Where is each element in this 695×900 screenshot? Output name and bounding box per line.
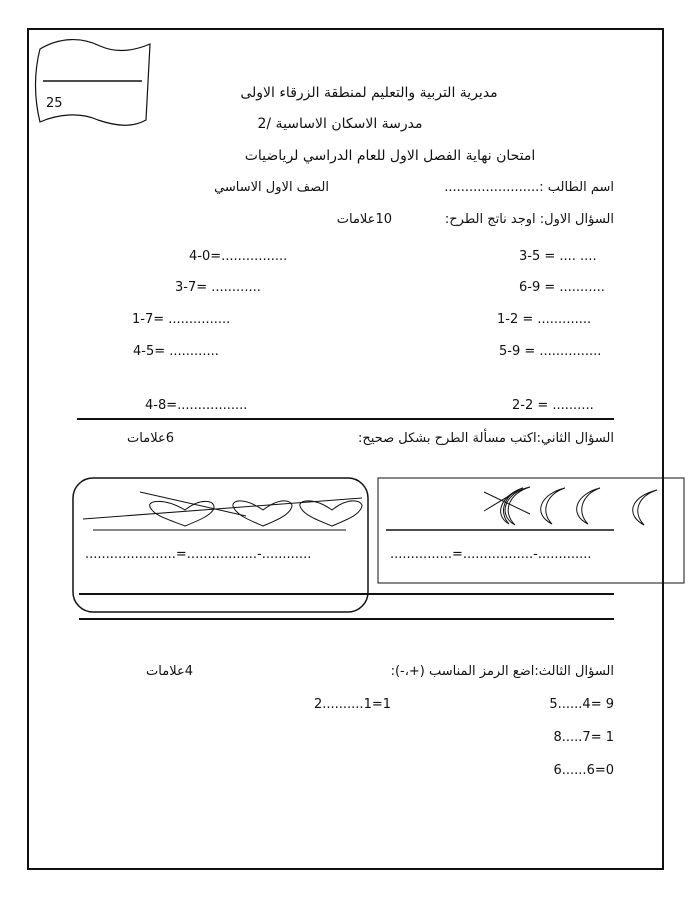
q3-marks: 4علامات bbox=[146, 664, 193, 679]
q1-left-item: 4-8=................. bbox=[145, 398, 248, 413]
q1-right-item: 5-9 = ............... bbox=[499, 344, 602, 359]
q1-title: السؤال الاول: اوجد ناتج الطرح: bbox=[444, 212, 614, 227]
directorate-title: مديرية التربية والتعليم لمنطقة الزرقاء الاولى bbox=[240, 85, 498, 101]
q3-item: 2..........1=1 bbox=[313, 697, 391, 712]
q1-right-item: 6-9 = ........... bbox=[519, 280, 605, 295]
exam-title: امتحان نهاية الفصل الاول للعام الدراسي لرياضيات bbox=[244, 148, 536, 164]
section-divider bbox=[77, 418, 614, 420]
crescent-cross-line-1 bbox=[484, 492, 530, 514]
crescent-3 bbox=[577, 488, 600, 524]
q1-left-item: 1-7= ............... bbox=[132, 312, 231, 327]
q1-marks: 10علامات bbox=[336, 212, 392, 227]
crescent-4 bbox=[633, 490, 657, 525]
q1-right-item: 3-5 = .... .... bbox=[519, 249, 597, 264]
q2-title: السؤال الثاني:اكتب مسألة الطرح بشكل صحيح: bbox=[357, 431, 614, 446]
answer-line bbox=[79, 593, 614, 595]
school-name: مدرسة الاسكان الاساسية /2 bbox=[257, 116, 423, 132]
q1-left-item: 4-5= ............ bbox=[133, 344, 219, 359]
q1-left-item: 3-7= ............ bbox=[175, 280, 261, 295]
crescent-2 bbox=[541, 488, 565, 524]
crescent-1 bbox=[501, 488, 523, 524]
q3-item: 8.....7= 1 bbox=[553, 730, 614, 745]
q3-item: 6......6=0 bbox=[553, 763, 614, 778]
left-answer-box bbox=[73, 478, 368, 612]
heart-cross-line-2 bbox=[83, 498, 362, 519]
heart-2 bbox=[233, 501, 292, 526]
right-box-equation: ...............=.................-............. bbox=[390, 547, 592, 562]
grade-level: الصف الاول الاساسي bbox=[214, 180, 329, 195]
q1-left-item: 4-0=................ bbox=[189, 249, 288, 264]
crescent-crossed bbox=[505, 487, 530, 525]
grade-scroll-shape bbox=[36, 40, 151, 126]
student-name-field[interactable]: اسم الطالب :....................... bbox=[444, 180, 614, 195]
q3-item: 5......4= 9 bbox=[549, 697, 614, 712]
q1-right-item: 2-2 = .......... bbox=[512, 398, 594, 413]
grade-score: 25 bbox=[46, 96, 63, 111]
q3-title: السؤال الثالث:اضع الرمز المناسب (+،-): bbox=[390, 664, 614, 679]
left-box-equation: ......................=.................-............ bbox=[85, 547, 312, 562]
q1-right-item: 1-2 = ............. bbox=[497, 312, 592, 327]
heart-3 bbox=[300, 501, 362, 526]
heart-cross-line-1 bbox=[140, 492, 246, 516]
q2-marks: 6علامات bbox=[127, 431, 174, 446]
answer-line bbox=[79, 618, 614, 620]
